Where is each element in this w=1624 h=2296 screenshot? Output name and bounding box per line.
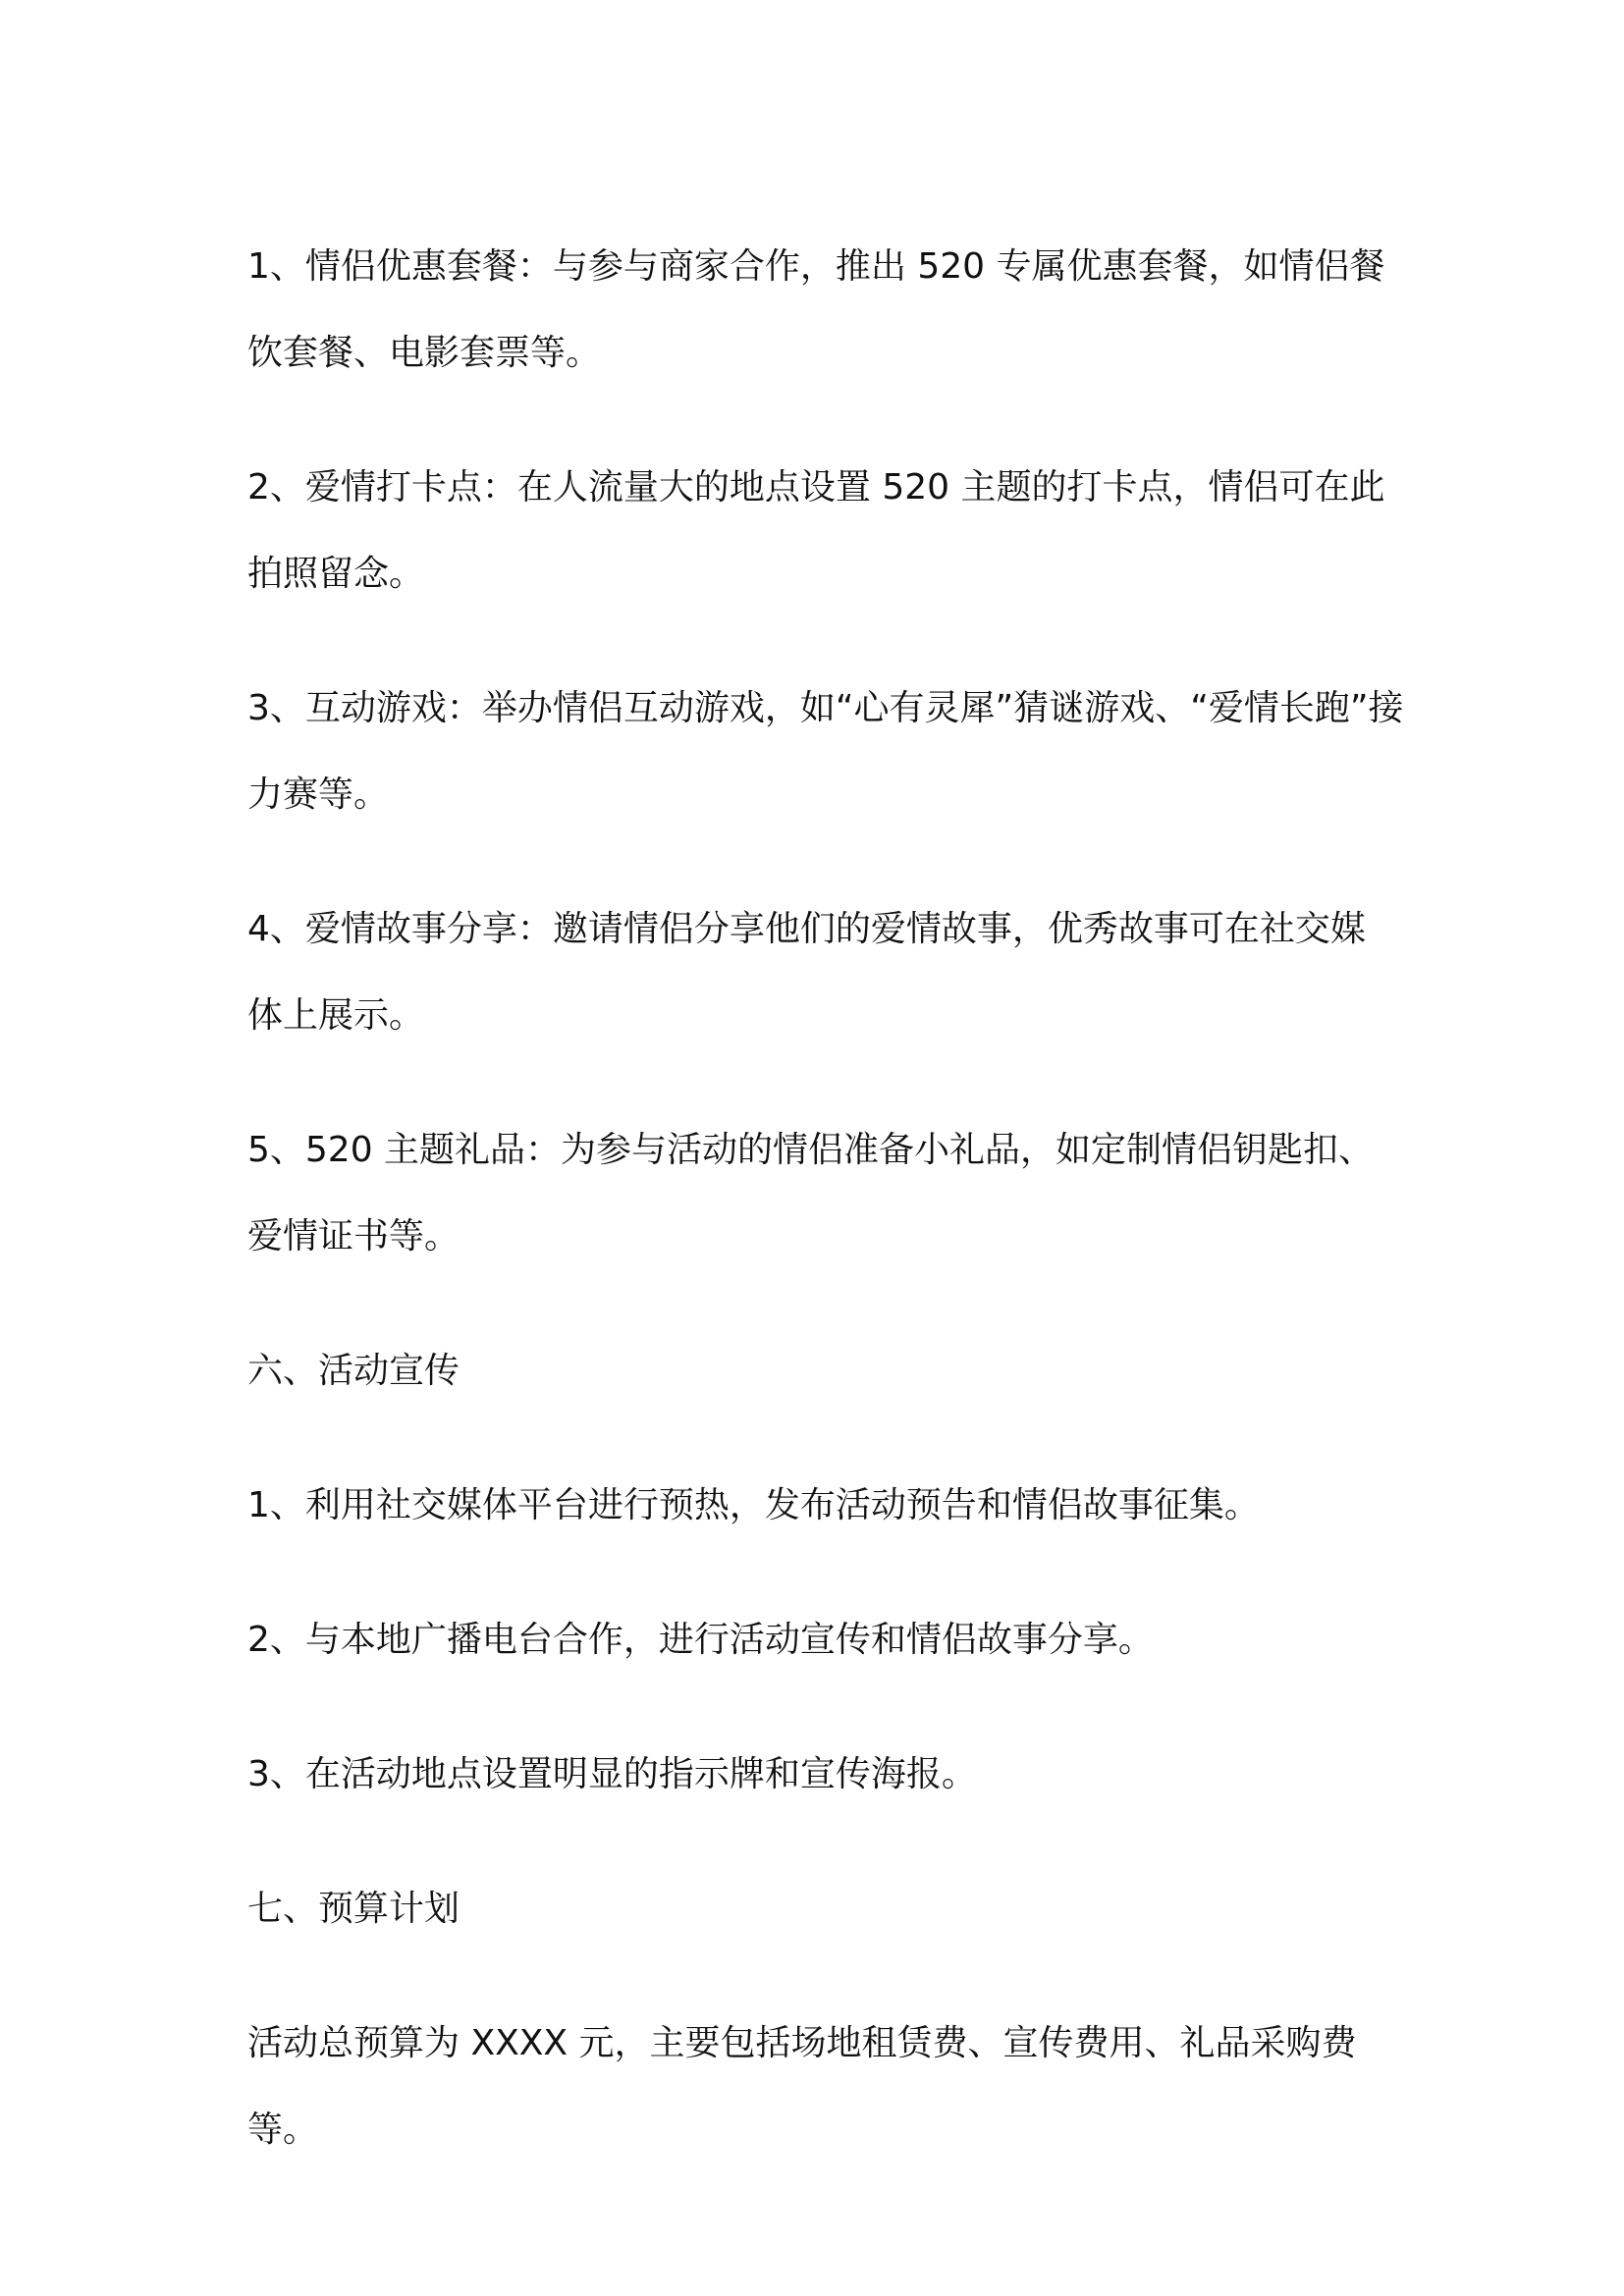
paragraph-item-1 xyxy=(247,224,1406,397)
text-line: 4、爱情故事分享：邀请情侣分享他们的爱情故事，优秀故事可在社交媒 xyxy=(247,909,1366,949)
paragraph-item-4 xyxy=(247,886,1406,1059)
text-line: 饮套餐、电影套票等。 xyxy=(247,333,602,373)
text-line: 1、利用社交媒体平台进行预热，发布活动预告和情侣故事征集。 xyxy=(247,1485,1260,1525)
paragraph-promo-3 xyxy=(247,1732,1406,1818)
paragraph-item-2 xyxy=(247,445,1406,617)
heading-text: 七、预算计划 xyxy=(247,1889,460,1929)
document-body xyxy=(247,224,1406,2221)
text-line: 2、与本地广播电台合作，进行活动宣传和情侣故事分享。 xyxy=(247,1620,1154,1660)
section-heading-promotion xyxy=(247,1328,1406,1415)
text-line: 2、爱情打卡点：在人流量大的地点设置 520 主题的打卡点，情侣可在此 xyxy=(247,467,1385,507)
text-line: 活动总预算为 XXXX 元，主要包括场地租赁费、宣传费用、礼品采购费等。 xyxy=(247,2023,1357,2150)
text-line: 体上展示。 xyxy=(247,995,425,1036)
text-line: 拍照留念。 xyxy=(247,554,425,594)
paragraph-item-5 xyxy=(247,1107,1406,1280)
text-line: 5、520 主题礼品：为参与活动的情侣准备小礼品，如定制情侣钥匙扣、 xyxy=(247,1130,1375,1170)
text-line: 3、在活动地点设置明显的指示牌和宣传海报。 xyxy=(247,1754,977,1794)
text-line: 3、互动游戏：举办情侣互动游戏，如“心有灵犀”猜谜游戏、“爱情长跑”接 xyxy=(247,688,1404,728)
text-line: 力赛等。 xyxy=(247,774,390,815)
paragraph-promo-2 xyxy=(247,1597,1406,1683)
paragraph-promo-1 xyxy=(247,1463,1406,1549)
heading-text: 六、活动宣传 xyxy=(247,1351,460,1391)
text-line: 爱情证书等。 xyxy=(247,1216,460,1256)
paragraph-budget xyxy=(247,2001,1406,2173)
section-heading-budget xyxy=(247,1866,1406,1952)
paragraph-item-3 xyxy=(247,666,1406,838)
text-line: 1、情侣优惠套餐：与参与商家合作，推出 520 专属优惠套餐，如情侣餐 xyxy=(247,246,1385,287)
